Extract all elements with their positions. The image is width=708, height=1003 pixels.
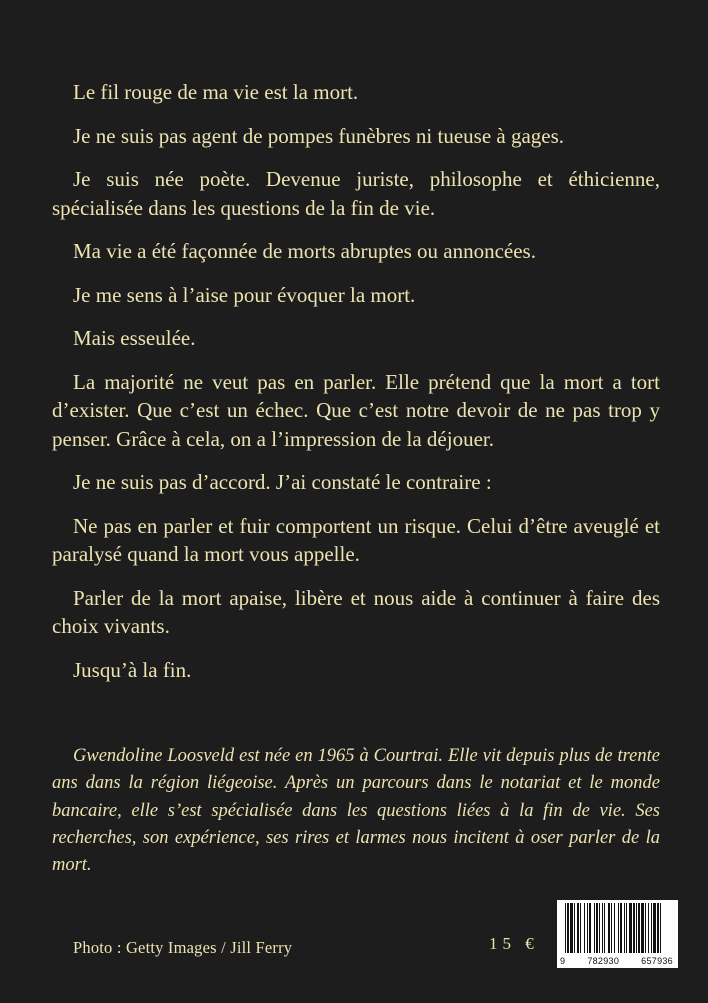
blurb-paragraph-8: Je ne suis pas d’accord. J’ai constaté le contraire : <box>73 470 492 494</box>
blurb-paragraph-10: Parler de la mort apaise, libère et nous aide à continuer à faire des choix vivants. <box>52 585 660 638</box>
barcode-bars <box>557 900 678 956</box>
author-bio-text: Gwendoline Loosveld est née en 1965 à Courtrai. Elle vit depuis plus de trente ans dans la région liégeoise. Après un parcours dans le notariat et le monde bancaire, elle s’est spécialisée dans les questions liées à la fin de vie. Ses recherches, son expérience, ses rires et larmes nous incitent à oser parler de la mort. <box>52 746 660 876</box>
blurb-paragraph-5: Je me sens à l’aise pour évoquer la mort. <box>73 282 416 307</box>
author-bio <box>52 743 660 879</box>
isbn-barcode <box>557 900 678 968</box>
blurb-paragraph-9: Ne pas en parler et fuir comportent un risque. Celui d’être aveuglé et paralysé quand la mort vous appelle. <box>52 513 660 566</box>
blurb-paragraph-1: Le fil rouge de ma vie est la mort. <box>73 80 359 104</box>
blurb-paragraph-11: Jusqu’à la fin. <box>73 657 192 682</box>
blurb-paragraph-6: Mais esseulée. <box>73 326 196 350</box>
blurb-paragraph-2: Je ne suis pas agent de pompes funèbres ni tueuse à gages. <box>73 123 565 148</box>
barcode-digit-lead: 9 <box>560 956 566 966</box>
barcode-digits <box>557 956 678 966</box>
price-label: 15 € <box>489 934 539 953</box>
photo-credit: Photo : Getty Images / Jill Ferry <box>73 938 293 957</box>
blurb-paragraph-3: Je suis née poète. Devenue juriste, philosophe et éthicienne, spécialisée dans les questions de la fin de vie. <box>52 167 660 220</box>
blurb-paragraph-4: Ma vie a été façonnée de morts abruptes ou annoncées. <box>73 239 536 263</box>
barcode-digit-group-1: 782930 <box>587 956 620 966</box>
barcode-digit-group-2: 657936 <box>641 956 673 966</box>
back-cover-blurb <box>52 78 660 699</box>
blurb-paragraph-7: La majorité ne veut pas en parler. Elle prétend que la mort a tort d’exister. Que c’est un échec. Que c’est notre devoir de ne pas trop y penser. Grâce à cela, on a l’impression de la déjouer. <box>52 369 660 451</box>
